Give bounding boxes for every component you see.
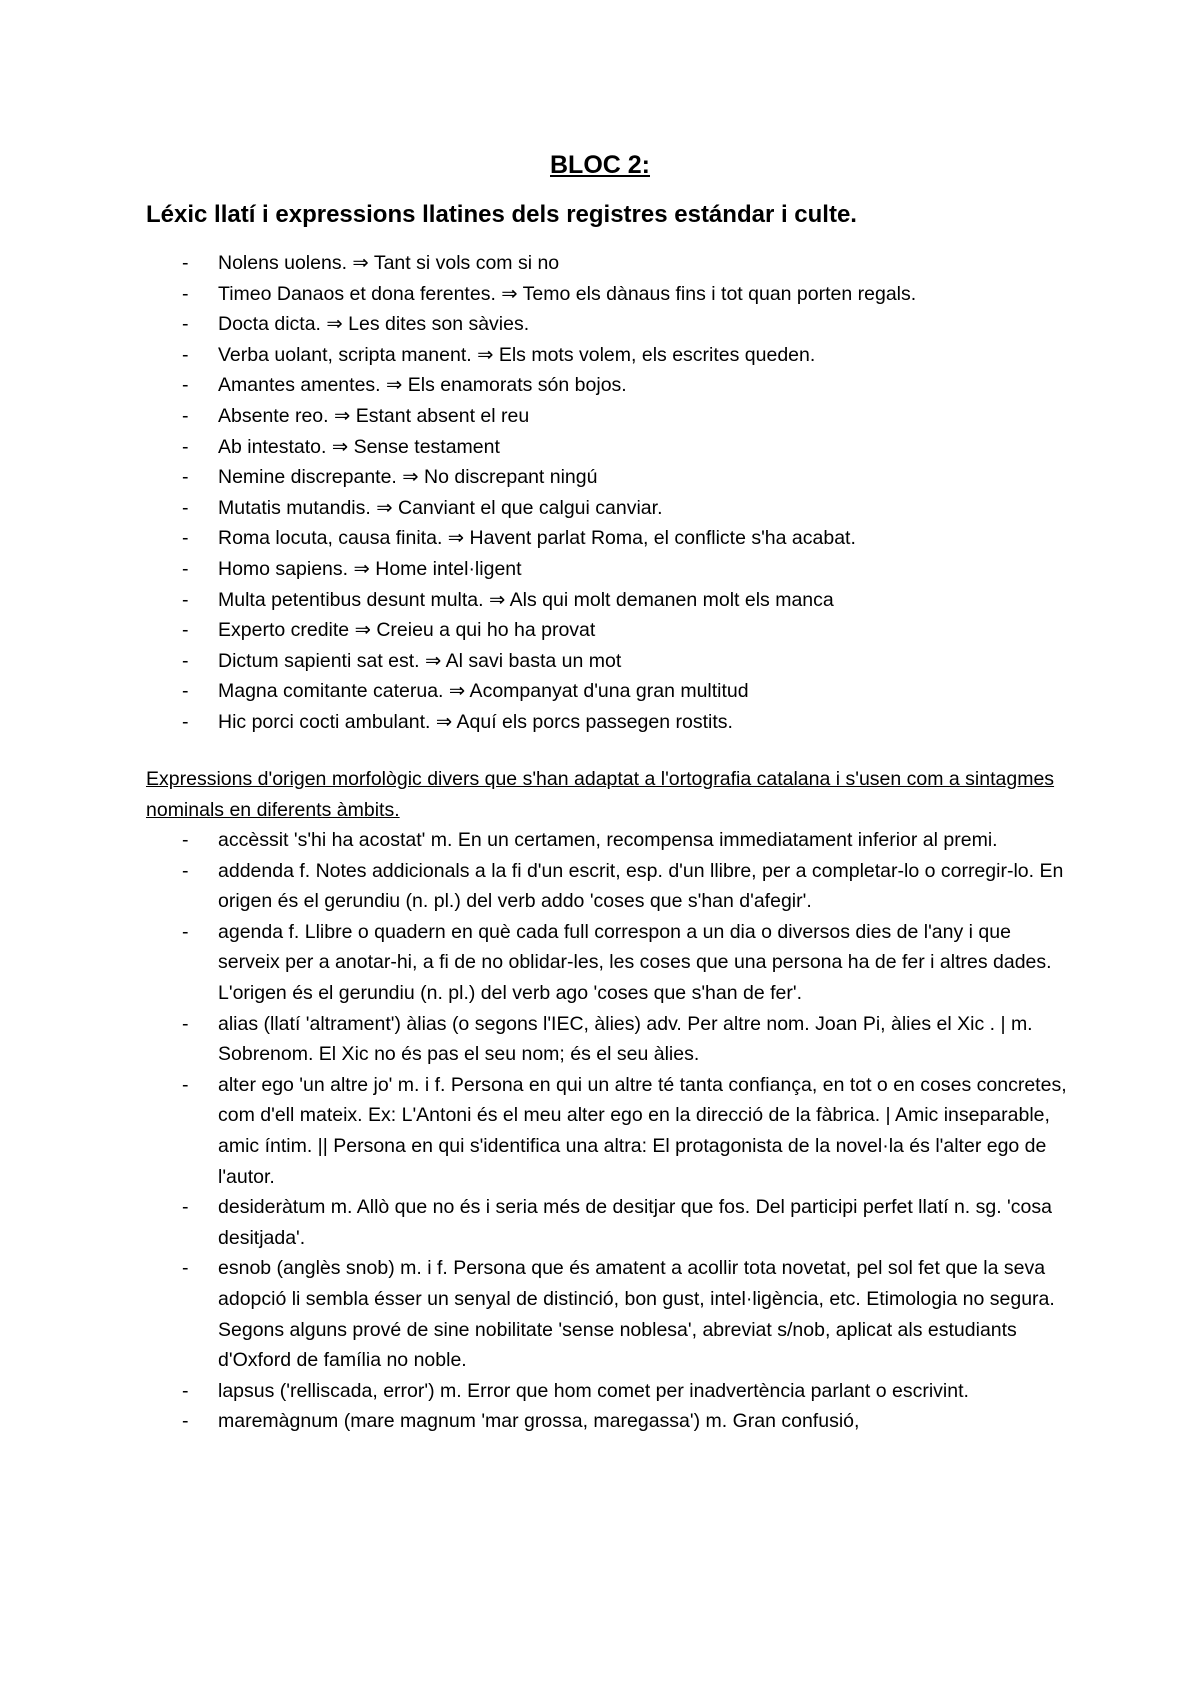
list-item <box>146 340 1076 371</box>
expression-text: Nolens uolens. ⇒ Tant si vols com si no <box>218 252 560 274</box>
list-item <box>146 825 1076 856</box>
expression-text: Homo sapiens. ⇒ Home intel·ligent <box>218 557 522 580</box>
definition-text: maremàgnum (mare magnum 'mar grossa, maregassa') m. Gran confusió, <box>218 1410 860 1433</box>
latin-expressions-list <box>146 248 1076 738</box>
expression-text: Timeo Danaos et dona ferentes. ⇒ Temo els dànaus fins i tot quan porten regals. <box>218 282 917 305</box>
subtitle: Léxic llatí i expressions llatines dels registres estándar i culte. <box>146 201 857 228</box>
section-heading: Expressions d'origen morfològic divers que s'han adaptat a l'ortografia catalana i s'usen com a sintagmes nominals en diferents àmbits. <box>146 768 1055 821</box>
list-dash: - <box>182 282 189 305</box>
list-dash: - <box>182 435 189 458</box>
expression-text: Roma locuta, causa finita. ⇒ Havent parlat Roma, el conflicte s'ha acabat. <box>218 527 856 550</box>
list-dash: - <box>182 466 189 489</box>
expression-text: Amantes amentes. ⇒ Els enamorats són bojos. <box>218 374 627 397</box>
list-item <box>146 1009 1076 1070</box>
list-item <box>146 401 1076 432</box>
list-item <box>146 615 1076 646</box>
list-item <box>146 585 1076 616</box>
list-dash: - <box>182 1410 189 1433</box>
expression-text: Docta dicta. ⇒ Les dites son sàvies. <box>218 313 530 336</box>
list-item <box>146 493 1076 524</box>
list-item <box>146 646 1076 677</box>
list-item <box>146 370 1076 401</box>
list-dash: - <box>182 1257 189 1280</box>
list-dash: - <box>182 920 189 943</box>
expression-text: Experto credite ⇒ Creieu a qui ho ha provat <box>218 619 596 642</box>
list-item <box>146 523 1076 554</box>
list-item <box>146 676 1076 707</box>
list-item <box>146 1376 1076 1407</box>
expression-text: Mutatis mutandis. ⇒ Canviant el que calgui canviar. <box>218 496 663 519</box>
expression-text: Absente reo. ⇒ Estant absent el reu <box>218 404 530 427</box>
list-dash: - <box>182 404 189 427</box>
list-dash: - <box>182 343 189 366</box>
list-item <box>146 279 1076 310</box>
definition-text: addenda f. Notes addicionals a la fi d'un escrit, esp. d'un llibre, per a completar-lo o corregir-lo. En origen és el gerundiu (n. pl.) del verb addo 'coses que s'han d'afegir'. <box>218 859 1064 913</box>
list-item <box>146 1070 1076 1192</box>
definition-text: esnob (anglès snob) m. i f. Persona que és amatent a acollir tota novetat, pel sol fet que la seva adopció li sembla ésser un senyal de distinció, bon gust, intel·ligència, etc. Etimologia no segura. Segons alguns prové de sine nobilitate 'sense noblesa', abreviat s/nob, aplicat als estudiants d'Oxford de família no noble. <box>218 1257 1055 1372</box>
list-dash: - <box>182 557 189 580</box>
list-dash: - <box>182 527 189 550</box>
list-dash: - <box>182 859 189 882</box>
list-item <box>146 248 1076 279</box>
list-dash: - <box>182 680 189 703</box>
bloc-title: BLOC 2: <box>550 151 650 179</box>
expression-text: Ab intestato. ⇒ Sense testament <box>218 435 500 458</box>
list-item <box>146 707 1076 738</box>
list-dash: - <box>182 710 189 733</box>
list-item <box>146 462 1076 493</box>
list-dash: - <box>182 1379 189 1402</box>
list-item <box>146 917 1076 1009</box>
definition-text: agenda f. Llibre o quadern en què cada full correspon a un dia o diversos dies de l'any i que serveix per a anotar-hi, a fi de no oblidar-les, les coses que una persona ha de fer i altres dades. L'origen és el gerundiu (n. pl.) del verb ago 'coses que s'han de fer'. <box>218 920 1052 1004</box>
definition-text: lapsus ('relliscada, error') m. Error que hom comet per inadvertència parlant o escrivint. <box>218 1379 969 1402</box>
list-dash: - <box>182 1196 189 1219</box>
list-item <box>146 1406 1076 1437</box>
expression-text: Nemine discrepante. ⇒ No discrepant ningú <box>218 466 598 489</box>
expression-text: Verba uolant, scripta manent. ⇒ Els mots volem, els escrites queden. <box>218 343 816 366</box>
list-dash: - <box>182 1073 189 1096</box>
list-dash: - <box>182 619 189 642</box>
expression-text: Dictum sapienti sat est. ⇒ Al savi basta un mot <box>218 649 622 672</box>
list-dash: - <box>182 252 189 274</box>
definition-text: alter ego 'un altre jo' m. i f. Persona en qui un altre té tanta confiança, en tot o en coses concretes, com d'ell mateix. Ex: L'Antoni és el meu alter ego en la direcció de la fàbrica. | Amic inseparable, amic íntim. || Persona en qui s'identifica una altra: El protagonista de la novel·la és l'alter ego de l'autor. <box>218 1073 1067 1188</box>
list-dash: - <box>182 313 189 336</box>
list-item <box>146 856 1076 917</box>
list-dash: - <box>182 649 189 672</box>
expression-text: Multa petentibus desunt multa. ⇒ Als qui molt demanen molt els manca <box>218 588 834 611</box>
list-dash: - <box>182 829 189 851</box>
list-item <box>146 554 1076 585</box>
definition-text: desideràtum m. Allò que no és i seria més de desitjar que fos. Del participi perfet llatí n. sg. 'cosa desitjada'. <box>218 1196 1052 1249</box>
list-dash: - <box>182 374 189 397</box>
definition-text: alias (llatí 'altrament') àlias (o segons l'IEC, àlies) adv. Per altre nom. Joan Pi, àlies el Xic . | m. Sobrenom. El Xic no és pas el seu nom; és el seu àlies. <box>218 1012 1033 1066</box>
expression-text: Hic porci cocti ambulant. ⇒ Aquí els porcs passegen rostits. <box>218 710 733 733</box>
list-dash: - <box>182 1012 189 1035</box>
list-dash: - <box>182 496 189 519</box>
expression-text: Magna comitante caterua. ⇒ Acompanyat d'una gran multitud <box>218 680 749 703</box>
list-item <box>146 1253 1076 1375</box>
list-item <box>146 432 1076 463</box>
list-dash: - <box>182 588 189 611</box>
definitions-list <box>146 825 1076 1437</box>
list-item <box>146 309 1076 340</box>
definition-text: accèssit 's'hi ha acostat' m. En un certamen, recompensa immediatament inferior al premi. <box>218 829 998 851</box>
list-item <box>146 1192 1076 1253</box>
